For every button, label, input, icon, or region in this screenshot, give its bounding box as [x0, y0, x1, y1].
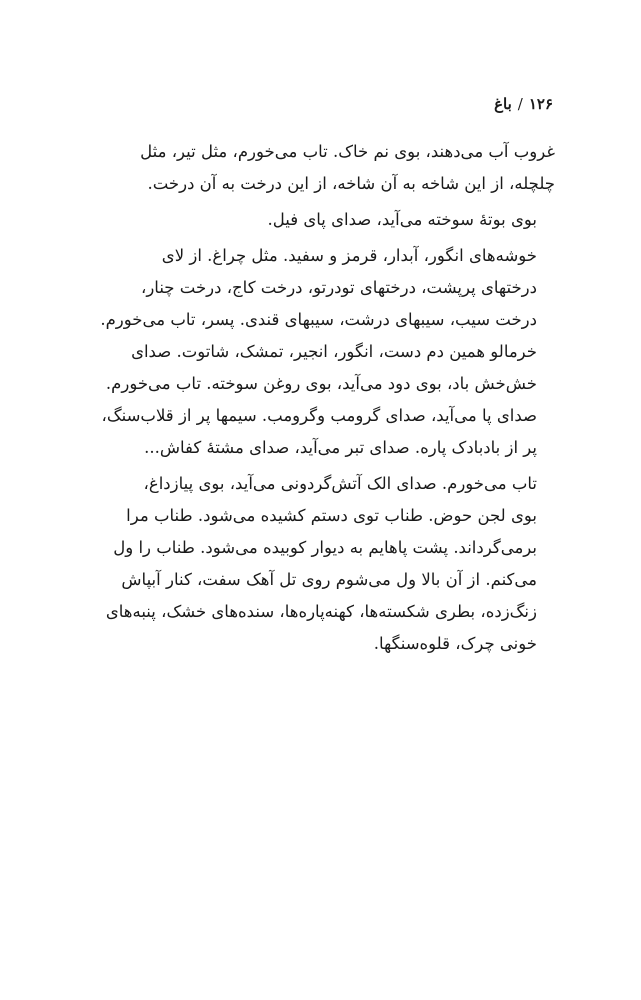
text-line: غروب آب می‌دهند، بوی نم خاک. تاب می‌خورم، مثل تیر، مثل: [140, 142, 555, 161]
text-line: خرمالو همین دم دست، انگور، انجیر، تمشک، شاتوت. صدای: [131, 342, 537, 361]
text-line: خش‌خش باد، بوی دود می‌آید، بوی روغن سوخته. تاب می‌خورم.: [105, 374, 537, 393]
text-line: خوشه‌های انگور، آبدار، قرمز و سفید. مثل چراغ. از لای: [161, 246, 537, 265]
running-head: [494, 94, 553, 114]
header-separator: /: [517, 95, 523, 113]
text-line: برمی‌گرداند. پشت پاهایم به دیوار کوبیده می‌شود. طناب را ول: [113, 538, 537, 557]
body-text: [79, 136, 555, 664]
text-line: می‌کنم. از آن بالا ول می‌شوم روی تل آهک سفت، کنار آبپاش: [121, 570, 537, 589]
text-line: بوی لجن حوض. طناب توی دستم کشیده می‌شود. طناب مرا: [126, 506, 537, 525]
text-line: پر از بادبادک پاره. صدای تبر می‌آید، صدای مشتهٔ کفاش...: [144, 438, 537, 457]
paragraph-2: [79, 204, 555, 236]
text-line: خونی چرک، قلوه‌سنگها.: [373, 634, 537, 653]
text-line: صدای پا می‌آید، صدای گرومب وگرومب. سیمها پر از قلاب‌سنگ،: [101, 406, 537, 425]
paragraph-4: [79, 468, 555, 660]
text-line: بوی بوتهٔ سوخته می‌آید، صدای پای فیل.: [267, 210, 537, 229]
text-line: درخت سیب، سیبهای درشت، سیبهای قندی. پسر، تاب می‌خورم.: [100, 310, 537, 329]
book-title: باغ: [494, 95, 512, 113]
paragraph-1: [79, 136, 555, 200]
page-number: ۱۲۶: [528, 95, 553, 113]
text-line: تاب می‌خورم. صدای الک آتش‌گردونی می‌آید، بوی پیازداغ،: [143, 474, 537, 493]
paragraph-3: [79, 240, 555, 464]
text-line: زنگ‌زده، بطری شکسته‌ها، کهنه‌پاره‌ها، سنده‌های خشک، پنبه‌های: [105, 602, 537, 621]
text-line: درختهای پرپشت، درختهای تودرتو، درخت کاج، درخت چنار،: [141, 278, 537, 297]
text-line: چلچله، از این شاخه به آن شاخه، از این درخت به آن درخت.: [147, 174, 555, 193]
